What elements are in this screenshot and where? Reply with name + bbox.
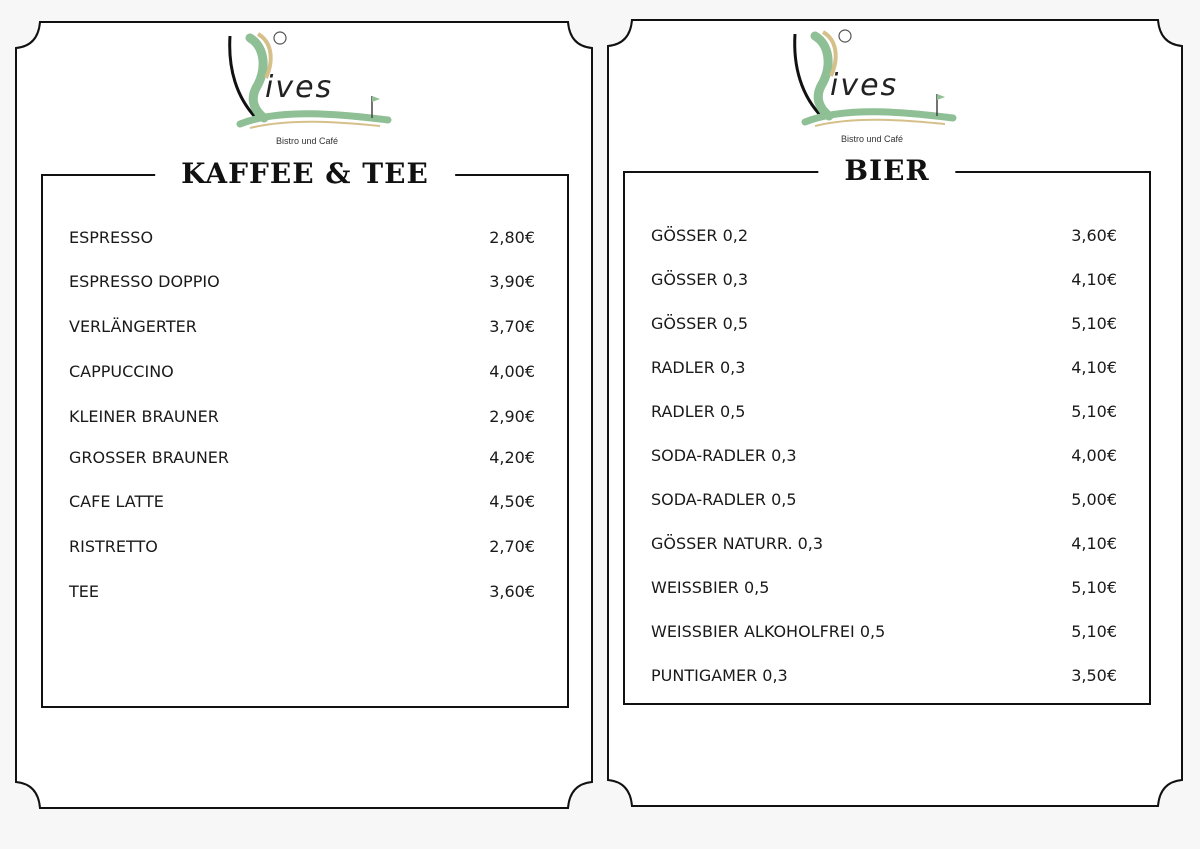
item-price: 4,00€ xyxy=(1071,446,1117,465)
item-price: 3,60€ xyxy=(489,582,535,601)
item-price: 3,60€ xyxy=(1071,226,1117,245)
item-price: 4,20€ xyxy=(489,448,535,467)
menu-item xyxy=(625,446,1149,468)
menu-item xyxy=(625,270,1149,292)
menu-item xyxy=(625,534,1149,556)
item-name: CAPPUCCINO xyxy=(69,362,174,381)
section-title: BIER xyxy=(818,151,955,191)
item-price: 4,10€ xyxy=(1071,534,1117,553)
item-price: 5,10€ xyxy=(1071,402,1117,421)
item-price: 3,90€ xyxy=(489,272,535,291)
item-name: RADLER 0,5 xyxy=(651,402,746,421)
menu-item xyxy=(625,358,1149,380)
item-price: 3,50€ xyxy=(1071,666,1117,685)
item-name: KLEINER BRAUNER xyxy=(69,407,219,426)
item-name: TEE xyxy=(69,582,99,601)
item-name: GROSSER BRAUNER xyxy=(69,448,230,467)
menu-item xyxy=(625,402,1149,424)
menu-section-bier xyxy=(623,154,1151,705)
item-name: RADLER 0,3 xyxy=(651,358,746,377)
logo-subtitle: Bistro und Café xyxy=(276,136,339,146)
item-name: WEISSBIER ALKOHOLFREI 0,5 xyxy=(651,622,886,641)
menu-item xyxy=(625,578,1149,600)
item-name: RISTRETTO xyxy=(69,537,158,556)
item-name: GÖSSER 0,5 xyxy=(651,314,749,333)
item-name: GÖSSER 0,3 xyxy=(651,270,749,289)
item-price: 5,00€ xyxy=(1071,490,1117,509)
menu-item xyxy=(625,666,1149,688)
section-title: KAFFEE & TEE xyxy=(155,154,455,194)
item-name: WEISSBIER 0,5 xyxy=(651,578,770,597)
item-name: GÖSSER NATURR. 0,3 xyxy=(651,534,824,553)
item-price: 5,10€ xyxy=(1071,314,1117,333)
item-name: SODA-RADLER 0,3 xyxy=(651,446,797,465)
item-price: 5,10€ xyxy=(1071,578,1117,597)
item-name: SODA-RADLER 0,5 xyxy=(651,490,797,509)
menu-item xyxy=(625,314,1149,336)
item-price: 2,70€ xyxy=(489,537,535,556)
item-name: ESPRESSO DOPPIO xyxy=(69,272,220,291)
item-name: PUNTIGAMER 0,3 xyxy=(651,666,788,685)
item-price: 4,50€ xyxy=(489,492,535,511)
logo-subtitle: Bistro und Café xyxy=(841,134,904,144)
menu-item xyxy=(625,226,1149,248)
item-name: ESPRESSO xyxy=(69,228,154,247)
item-name: CAFE LATTE xyxy=(69,492,164,511)
logo-wordmark: ives xyxy=(830,68,899,103)
menu-item xyxy=(625,490,1149,512)
item-price: 4,10€ xyxy=(1071,358,1117,377)
logo-wordmark: ives xyxy=(265,70,334,105)
item-price: 4,10€ xyxy=(1071,270,1117,289)
item-name: GÖSSER 0,2 xyxy=(651,226,749,245)
item-price: 2,80€ xyxy=(489,228,535,247)
menu-item xyxy=(625,622,1149,644)
item-price: 4,00€ xyxy=(489,362,535,381)
item-name: VERLÄNGERTER xyxy=(69,317,197,336)
item-price: 2,90€ xyxy=(489,407,535,426)
item-price: 5,10€ xyxy=(1071,622,1117,641)
item-price: 3,70€ xyxy=(489,317,535,336)
